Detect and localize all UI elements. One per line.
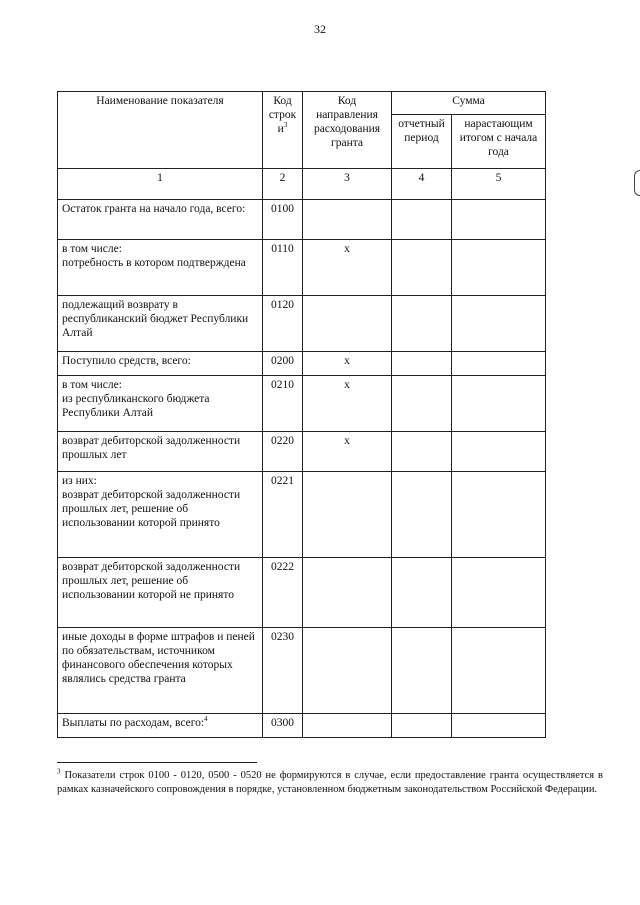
row-name: подлежащий возврату в республиканский бюджет Республики Алтай — [58, 296, 263, 352]
header-direction-code: Код направления расходования гранта — [303, 92, 392, 169]
row-code: 0120 — [263, 296, 303, 352]
header-reporting-period: отчетный период — [392, 115, 452, 169]
column-number-2: 2 — [263, 169, 303, 200]
row-direction — [303, 472, 392, 558]
row-code: 0230 — [263, 628, 303, 714]
column-number-1: 1 — [58, 169, 263, 200]
row-cumulative-value — [452, 714, 546, 738]
header-indicator-name: Наименование показателя — [58, 92, 263, 169]
row-name-text: Выплаты по расходам, всего: — [62, 717, 205, 729]
row-cumulative-value — [452, 200, 546, 240]
row-code: 0100 — [263, 200, 303, 240]
table-row — [58, 352, 546, 376]
row-cumulative-value — [452, 628, 546, 714]
row-direction — [303, 628, 392, 714]
row-name: в том числе: из республиканского бюджета Республики Алтай — [58, 376, 263, 432]
row-direction: x — [303, 432, 392, 472]
row-cumulative-value — [452, 432, 546, 472]
row-direction — [303, 200, 392, 240]
table-row — [58, 200, 546, 240]
row-name: из них: возврат дебиторской задолженности прошлых лет, решение об использовании которой принято — [58, 472, 263, 558]
row-code: 0300 — [263, 714, 303, 738]
row-name: Поступило средств, всего: — [58, 352, 263, 376]
header-line-code-tail: и — [277, 123, 284, 135]
footnote-marker: 3 — [57, 767, 61, 776]
row-reporting-value — [392, 472, 452, 558]
row-reporting-value — [392, 352, 452, 376]
row-cumulative-value — [452, 472, 546, 558]
column-number-3: 3 — [303, 169, 392, 200]
table-row — [58, 376, 546, 432]
table-row — [58, 558, 546, 628]
header-cumulative: нарастающим итогом с начала года — [452, 115, 546, 169]
row-cumulative-value — [452, 296, 546, 352]
row-name — [58, 714, 263, 738]
row-reporting-value — [392, 558, 452, 628]
row-code: 0222 — [263, 558, 303, 628]
row-name: в том числе: потребность в котором подтверждена — [58, 240, 263, 296]
header-line-code-main: Код строк — [268, 95, 297, 121]
table-row — [58, 472, 546, 558]
grant-report-table — [57, 91, 546, 738]
header-line-code — [263, 92, 303, 169]
row-reporting-value — [392, 296, 452, 352]
row-reporting-value — [392, 714, 452, 738]
row-reporting-value — [392, 200, 452, 240]
row-reporting-value — [392, 240, 452, 296]
header-sum: Сумма — [392, 92, 546, 115]
row-cumulative-value — [452, 240, 546, 296]
row-cumulative-value — [452, 376, 546, 432]
row-direction: x — [303, 376, 392, 432]
row-code: 0110 — [263, 240, 303, 296]
row-direction — [303, 296, 392, 352]
row-cumulative-value — [452, 558, 546, 628]
table-row — [58, 296, 546, 352]
table-row — [58, 432, 546, 472]
footnote-text: Показатели строк 0100 - 0120, 0500 - 0520 не формируются в случае, если предоставление гранта осуществляется в рамках казначейского сопровождения в порядке, установленном бюджетным законодательством Российской Федерации. — [57, 770, 604, 795]
row-reporting-value — [392, 432, 452, 472]
row-reporting-value — [392, 628, 452, 714]
page-number: 32 — [314, 22, 326, 36]
row-code: 0221 — [263, 472, 303, 558]
row-name: Остаток гранта на начало года, всего: — [58, 200, 263, 240]
table-row — [58, 628, 546, 714]
row-cumulative-value — [452, 352, 546, 376]
header-row-top — [58, 92, 546, 115]
row-direction: x — [303, 352, 392, 376]
row-name: возврат дебиторской задолженности прошлых лет, решение об использовании которой не принято — [58, 558, 263, 628]
table-row — [58, 240, 546, 296]
row-reporting-value — [392, 376, 452, 432]
row-code: 0220 — [263, 432, 303, 472]
page-edge-tab — [634, 170, 640, 196]
footnote — [57, 769, 603, 797]
column-number-row — [58, 169, 546, 200]
column-number-4: 4 — [392, 169, 452, 200]
footnote-ref-4: 4 — [204, 715, 208, 724]
header-line-code-sup: 3 — [283, 121, 288, 130]
row-code: 0210 — [263, 376, 303, 432]
row-direction: x — [303, 240, 392, 296]
row-code: 0200 — [263, 352, 303, 376]
row-direction — [303, 714, 392, 738]
column-number-5: 5 — [452, 169, 546, 200]
row-direction — [303, 558, 392, 628]
row-name: возврат дебиторской задолженности прошлых лет — [58, 432, 263, 472]
table-row — [58, 714, 546, 738]
footnote-divider — [57, 762, 257, 763]
row-name: иные доходы в форме штрафов и пеней по обязательствам, источником финансового обеспечения которых являлись средства гранта — [58, 628, 263, 714]
